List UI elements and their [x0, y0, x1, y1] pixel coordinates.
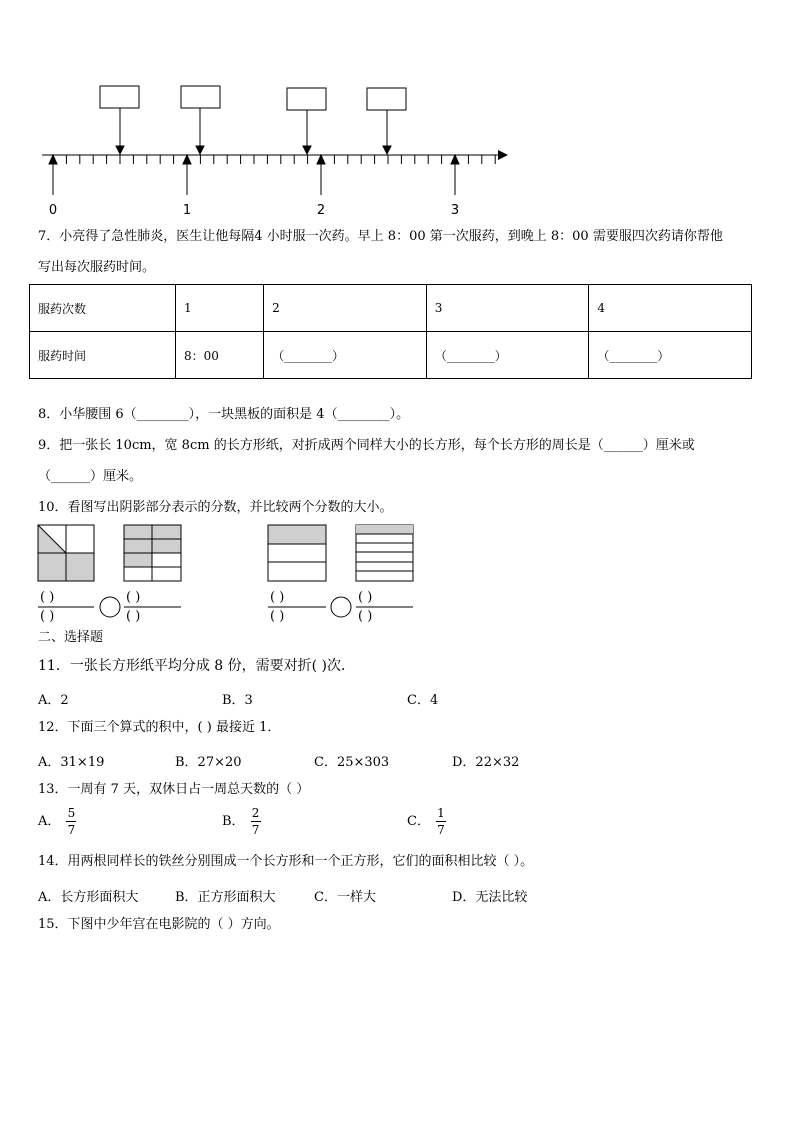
table-header-count: 服药次数	[30, 285, 176, 332]
fraction	[66, 806, 76, 837]
table-cell: 2	[264, 285, 427, 332]
figure-square-1	[38, 525, 94, 581]
table-cell: 4	[589, 285, 752, 332]
q13-text: 13．一周有 7 天，双休日占一周总天数的（ ）	[38, 782, 310, 797]
q13-option-c[interactable]	[407, 806, 446, 837]
q7-text-line2: 写出每次服药时间。	[38, 260, 156, 275]
answer-box[interactable]	[287, 88, 326, 110]
fraction-denominator-blank[interactable]: ( )	[358, 609, 373, 624]
compare-circle[interactable]	[331, 597, 351, 617]
fraction-numerator-blank[interactable]: ( )	[358, 590, 373, 605]
fraction-numerator-blank[interactable]: ( )	[270, 590, 285, 605]
q12-option-c[interactable]: C．25×303	[314, 755, 390, 770]
q8-text: 8．小华腰围 6（________），一块黑板的面积是 4（________）。	[38, 407, 410, 422]
fraction	[251, 806, 261, 837]
option-label: C．	[407, 814, 430, 829]
numerator: 2	[251, 806, 260, 820]
q7-text-line1: 7．小亮得了急性肺炎，医生让他每隔4 小时服一次药。早上 8：00 第一次服药，到晚上 8：00 需要服四次药请你帮他	[38, 229, 723, 244]
compare-circle[interactable]	[100, 597, 120, 617]
denominator: 7	[251, 823, 260, 837]
axis-arrowhead	[498, 150, 508, 160]
down-arrows	[116, 108, 391, 154]
option-label: B．	[222, 814, 245, 829]
answer-box[interactable]	[100, 86, 139, 108]
q13-option-a[interactable]	[38, 806, 76, 837]
axis-label-3: 3	[450, 203, 460, 218]
figure-grid-2	[124, 525, 181, 581]
fraction-numerator-blank[interactable]: ( )	[40, 590, 55, 605]
axis-label-1: 1	[182, 203, 192, 218]
q14-option-a[interactable]: A．长方形面积大	[38, 890, 139, 905]
table-row	[30, 285, 752, 332]
numerator: 5	[67, 806, 76, 820]
figure-strips-4	[356, 525, 413, 581]
q10-text: 10．看图写出阴影部分表示的分数，并比较两个分数的大小。	[38, 500, 393, 515]
fraction-numerator-blank[interactable]: ( )	[126, 590, 141, 605]
numerator: 1	[437, 806, 445, 820]
answer-cell[interactable]: （________）	[426, 332, 589, 379]
table-header-time: 服药时间	[30, 332, 176, 379]
q12-option-a[interactable]: A．31×19	[38, 755, 105, 770]
medication-table	[29, 284, 752, 379]
q12-option-b[interactable]: B．27×20	[175, 755, 242, 770]
q12-text: 12．下面三个算式的积中，( ) 最接近 1．	[38, 720, 281, 735]
answer-box[interactable]	[181, 86, 220, 108]
axis-ticks	[53, 155, 495, 164]
denominator: 7	[437, 823, 445, 837]
fraction-denominator-blank[interactable]: ( )	[126, 609, 141, 624]
table-cell: 8：00	[176, 332, 264, 379]
q9-text-line2: （______）厘米。	[38, 469, 143, 484]
axis-label-0: 0	[48, 203, 58, 218]
q9-text-line1: 9．把一张长 10cm，宽 8cm 的长方形纸，对折成两个同样大小的长方形，每个长方形的周长是（______）厘米或	[38, 438, 695, 453]
q11-option-a[interactable]: A．2	[38, 693, 69, 708]
axis-label-2: 2	[316, 203, 326, 218]
q13-option-b[interactable]	[222, 806, 261, 837]
fraction-denominator-blank[interactable]: ( )	[270, 609, 285, 624]
answer-cell[interactable]: （________）	[589, 332, 752, 379]
answer-box[interactable]	[367, 88, 406, 110]
option-label: A．	[38, 814, 61, 829]
answer-cell[interactable]: （________）	[264, 332, 427, 379]
q11-option-b[interactable]: B．3	[222, 693, 253, 708]
number-line-figure	[0, 0, 794, 225]
q12-option-d[interactable]: D．22×32	[452, 755, 520, 770]
fraction	[436, 806, 446, 837]
q11-option-c[interactable]: C．4	[407, 693, 439, 708]
table-cell: 1	[176, 285, 264, 332]
denominator: 7	[67, 823, 76, 837]
section-heading: 二、选择题	[38, 630, 104, 645]
q14-option-d[interactable]: D．无法比较	[452, 890, 528, 905]
q14-text: 14．用两根同样长的铁丝分别围成一个长方形和一个正方形，它们的面积相比较（ ）。	[38, 854, 534, 869]
fraction-denominator-blank[interactable]: ( )	[40, 609, 55, 624]
q14-option-b[interactable]: B．正方形面积大	[175, 890, 276, 905]
q14-option-c[interactable]: C．一样大	[314, 890, 376, 905]
q11-text: 11．一张长方形纸平均分成 8 份，需要对折( )次．	[38, 658, 355, 674]
q15-text: 15．下图中少年宫在电影院的（ ）方向。	[38, 917, 280, 932]
table-row	[30, 332, 752, 379]
table-cell: 3	[426, 285, 589, 332]
figure-strips-3	[268, 525, 326, 581]
fraction-figures	[0, 520, 794, 630]
